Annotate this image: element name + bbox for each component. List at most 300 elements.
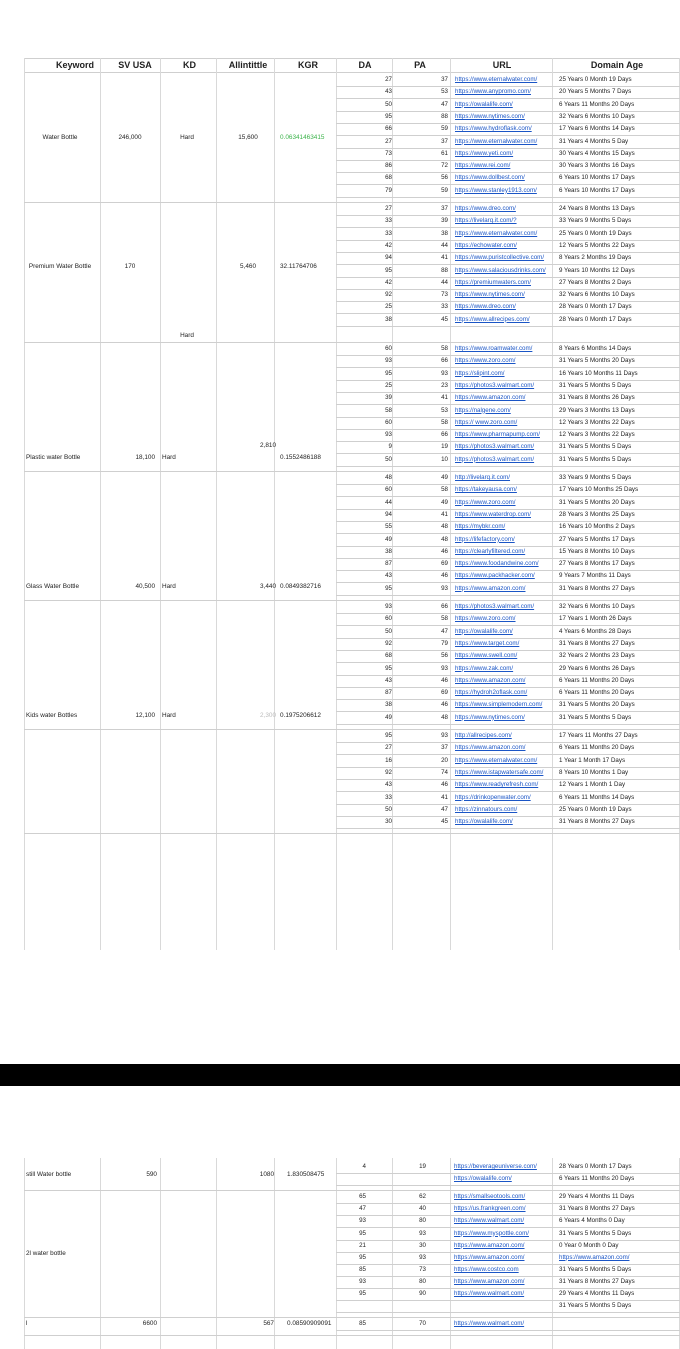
row-divider [336,754,680,755]
row-divider [336,429,680,430]
pa-value: 66 [441,431,448,439]
allintitle-cell: 1080 [259,1171,274,1179]
row-divider [336,367,680,368]
row-divider [24,1317,680,1318]
domain-age-value: 20 Years 5 Months 7 Days [559,88,632,96]
da-value: 43 [385,88,392,96]
url-link[interactable]: https://www.eternalwater.com/ [455,76,538,83]
da-value: 47 [359,1205,366,1213]
url-link[interactable]: https://www.amazon.com/ [454,1241,525,1249]
sv-cell: 40,500 [135,583,155,590]
url-link[interactable]: https://www.zak.com/ [455,664,514,672]
column-divider [24,58,25,950]
pa-value: 93 [419,1229,426,1237]
domain-age-value: 28 Years 0 Month 17 Days [559,315,632,323]
da-value: 33 [385,793,392,801]
url-link[interactable]: https://photos3.walmart.com/ [455,455,535,463]
domain-age-value: 31 Years 8 Months 27 Days [559,1205,635,1213]
url-link[interactable]: https://www.waterdrop.com/ [455,510,531,518]
row-divider [336,184,680,185]
da-value: 95 [359,1253,366,1261]
url-link[interactable]: https://www.yeti.com/ [455,149,514,157]
pa-value: 48 [441,713,448,721]
da-value: 38 [385,315,392,323]
allintitle-cell: 2,300 [260,712,276,719]
row-divider [336,380,680,381]
pa-value: 53 [441,406,448,414]
row-divider [24,1190,680,1191]
kgr-cell: 0.08590909091 [287,1320,332,1328]
url-link[interactable]: https://echowater.com/ [455,241,517,249]
da-value: 27 [385,744,392,752]
pa-value: 70 [419,1320,426,1328]
url-link[interactable]: https://drinkopenwater.com/ [455,793,531,801]
url-link[interactable]: https://livelarq.it.com/? [455,217,517,225]
domain-age-value: 15 Years 8 Months 10 Days [559,547,635,555]
url-link[interactable]: https://www.eternalwater.com/ [455,229,538,237]
row-divider [24,58,680,59]
url-link[interactable]: https://www.walmart.com/ [454,1217,525,1225]
da-value: 92 [385,639,392,647]
row-divider [336,791,680,792]
url-link[interactable]: https://www.amazon.com/ [454,1277,525,1285]
row-divider [336,1203,680,1204]
row-divider [336,804,680,805]
domain-age-value: 6 Years 11 Months 20 Days [559,676,635,684]
url-link[interactable]: https://smallseotools.com/ [454,1193,526,1201]
url-link[interactable]: http://allrecipes.com/ [455,732,512,739]
url-link[interactable]: https://photos3.walmart.com/ [455,443,535,451]
domain-age-value: 30 Years 4 Months 15 Days [559,149,635,157]
domain-age-value: 6 Years 11 Months 20 Days [559,744,635,752]
url-link[interactable]: https://www.zoro.com/ [455,615,516,623]
url-link[interactable]: https://www.rei.com/ [455,162,511,170]
keyword-cell: Plastic water Bottle [26,454,81,461]
keyword-cell: Kids water Bottles [26,712,78,719]
allintitle-cell: 3,440 [260,583,276,590]
url-link[interactable]: https://premiumwaters.com/ [455,278,531,286]
url-link[interactable]: https://www.roamwater.com/ [455,345,533,352]
domain-age-value: 6 Years 10 Months 17 Days [559,174,635,182]
row-divider [336,98,680,99]
column-divider [100,58,101,950]
row-divider [336,135,680,136]
row-divider [24,833,680,834]
pa-value: 37 [441,137,448,145]
domain-age-value: 12 Years 3 Months 22 Days [559,431,635,439]
da-value: 85 [359,1265,366,1273]
url-link[interactable]: https://www.amazon.com/ [455,676,526,684]
sv-cell: 18,100 [135,454,155,461]
da-value: 93 [385,357,392,365]
da-value: 50 [385,627,392,635]
kd-cell: Hard [162,712,176,719]
da-value: 93 [359,1277,366,1285]
domain-age-value: 6 Years 4 Months 0 Day [559,1217,625,1225]
keyword-cell: still Water bottle [26,1171,72,1179]
domain-age-value: 28 Years 0 Month 17 Days [559,303,632,311]
pa-value: 69 [441,560,448,568]
url-link[interactable]: https://takeyausa.com/ [455,486,517,494]
row-divider [336,742,680,743]
pa-value: 79 [441,639,448,647]
url-link[interactable]: https://photos3.walmart.com/ [455,381,535,389]
pa-value: 59 [441,186,448,194]
da-value: 43 [385,572,392,580]
da-value: 87 [385,689,392,697]
row-divider [24,1335,680,1336]
url-link[interactable]: https://www.nytimes.com/ [455,713,525,721]
pa-value: 41 [441,394,448,402]
da-value: 9 [388,443,392,451]
domain-age-value: 31 Years 8 Months 27 Days [559,818,635,826]
url-link[interactable]: https://www.istapwatersafe.com/ [455,768,544,776]
domain-age-value: 31 Years 8 Months 27 Days [559,639,635,647]
row-divider [336,1312,680,1313]
row-divider [336,521,680,522]
header-da: DA [358,60,372,70]
kgr-cell: 0.06341463415 [280,133,325,141]
da-value: 60 [385,345,392,352]
row-divider [24,72,680,73]
row-divider [336,227,680,228]
pa-value: 46 [441,572,448,580]
row-divider [24,342,680,343]
da-value: 4 [362,1163,366,1170]
domain-age-value: 16 Years 10 Months 2 Days [559,523,635,531]
url-link[interactable]: https://www.nytimes.com/ [455,112,525,120]
url-link[interactable]: https://www.amazon.com/ [455,584,526,592]
da-value: 33 [385,217,392,225]
url-link[interactable]: https://www.walmart.com/ [454,1290,525,1297]
url-link[interactable]: https://www.puristcollective.com/ [455,254,545,262]
domain-age-value: 32 Years 6 Months 10 Days [559,112,635,120]
pa-value: 37 [441,76,448,83]
url-link[interactable]: https://www.anypromo.com/ [455,88,531,96]
pa-value: 47 [441,100,448,108]
row-divider [336,252,680,253]
url-link[interactable]: https://www.amazon.com/ [454,1253,525,1261]
kd-cell: Hard [162,583,176,590]
pa-value: 58 [441,615,448,623]
pa-value: 93 [419,1253,426,1261]
domain-age-value: 31 Years 4 Months 5 Day [559,137,629,145]
row-divider [336,533,680,534]
da-value: 25 [385,303,392,311]
keyword-cell: Glass Water Bottle [26,583,80,590]
pa-value: 93 [441,664,448,672]
header-allintitle: Allintittle [228,60,268,70]
da-value: 38 [385,701,392,709]
pa-value: 59 [441,125,448,133]
domain-age-value: 0 Year 0 Month 0 Day [559,1241,619,1249]
da-value: 93 [359,1217,366,1225]
pa-value: 66 [441,603,448,610]
domain-age-value: 28 Years 3 Months 25 Days [559,510,635,518]
sv-cell: 12,100 [135,712,155,719]
da-value: 92 [385,768,392,776]
da-value: 65 [359,1193,366,1201]
header-kgr: KGR [298,60,318,70]
da-value: 60 [385,418,392,426]
da-value: 60 [385,486,392,494]
domain-age-value: 17 Years 6 Months 14 Days [559,125,635,133]
url-link[interactable]: https:// www.zoro.com/ [455,418,518,426]
row-divider [336,595,680,596]
row-divider [336,277,680,278]
url-link[interactable]: https://clearlyfiltered.com/ [455,547,526,555]
row-divider [336,509,680,510]
domain-age-value: 6 Years 11 Months 20 Days [559,689,635,697]
url-link[interactable]: https://beverageuniverse.com/ [454,1163,537,1170]
url-link[interactable]: https://owalalife.com/ [455,818,513,826]
domain-age-value: 25 Years 0 Month 19 Days [559,805,632,813]
header-sv-usa: SV USA [118,60,152,70]
allintitle-cell: 2,810 [260,442,276,449]
da-value: 48 [385,474,392,481]
row-divider [336,1300,680,1301]
header-pa: PA [414,60,426,70]
row-divider [336,724,680,725]
url-link[interactable]: https://www.zoro.com/ [455,498,516,506]
header-keyword: Keyword [55,60,94,70]
da-value: 60 [385,615,392,623]
da-value: 50 [385,455,392,463]
url-link[interactable]: https://photos3.walmart.com/ [455,603,535,610]
row-divider [336,816,680,817]
pa-value: 61 [441,149,448,157]
row-divider [336,1173,680,1174]
row-divider [336,355,680,356]
domain-age-value: 28 Years 0 Month 17 Days [559,1163,632,1170]
domain-age-value: 33 Years 9 Months 5 Days [559,217,632,225]
row-divider [336,1185,680,1186]
url-link[interactable]: https://www.eternalwater.com/ [455,137,538,145]
url-link[interactable]: https://www.pharmapump.com/ [455,431,540,439]
da-value: 50 [385,805,392,813]
url-link[interactable]: https://www.costco.com [454,1265,519,1273]
pa-value: 90 [419,1290,426,1297]
da-value: 33 [385,229,392,237]
column-divider [216,1158,217,1349]
domain-age-value: 31 Years 5 Months 5 Days [559,1229,632,1237]
da-value: 68 [385,174,392,182]
row-divider [336,1252,680,1253]
da-value: 55 [385,523,392,531]
pa-value: 72 [441,162,448,170]
url-link[interactable]: https://www.foodandwine.com/ [455,560,539,568]
url-link[interactable]: https://owalalife.com/ [455,100,513,108]
sv-cell: 246,000 [118,133,142,141]
da-value: 30 [385,818,392,826]
domain-age-value: 12 Years 5 Months 22 Days [559,241,635,249]
da-value: 27 [385,137,392,145]
url-link[interactable]: https://www.swell.com/ [455,652,518,660]
row-divider [336,687,680,688]
url-link[interactable]: https://www.myspottle.com/ [454,1229,529,1237]
domain-age-value: https://www.amazon.com/ [559,1253,630,1261]
url-link[interactable]: https://hydroh2oflask.com/ [455,689,528,697]
domain-age-value: 17 Years 11 Months 27 Days [559,732,638,739]
allintitle-cell: 15,600 [238,133,258,141]
url-link[interactable]: https://www.zoro.com/ [455,357,516,365]
da-value: 27 [385,76,392,83]
da-value: 42 [385,241,392,249]
da-value: 25 [385,381,392,389]
da-value: 66 [385,125,392,133]
url-link[interactable]: https://www.walmart.com/ [454,1320,525,1328]
row-divider [336,675,680,676]
domain-age-value: 12 Years 1 Month 1 Day [559,781,626,789]
domain-age-value: 31 Years 8 Months 26 Days [559,394,635,402]
domain-age-value: 29 Years 4 Months 11 Days [559,1290,635,1297]
row-divider [336,711,680,712]
pa-value: 46 [441,781,448,789]
da-value: 21 [359,1241,366,1249]
url-link[interactable]: https://slipint.com/ [455,369,505,377]
domain-age-value: 31 Years 8 Months 27 Days [559,1277,635,1285]
pa-value: 44 [441,278,448,286]
sv-cell: 590 [146,1171,157,1179]
pa-value: 46 [441,676,448,684]
da-value: 79 [385,186,392,194]
domain-age-value: 29 Years 3 Months 13 Days [559,406,635,414]
kgr-cell: 32.11764706 [280,262,317,270]
column-divider [160,58,161,950]
url-link[interactable]: https://www.packhacker.com/ [455,572,535,580]
da-value: 43 [385,781,392,789]
pa-value: 74 [441,768,448,776]
url-link[interactable]: https://owalalife.com/ [454,1175,512,1183]
url-link[interactable]: https://www.dreo.com/ [455,303,516,311]
row-divider [336,86,680,87]
url-link[interactable]: https://www.readyrefresh.com/ [455,781,539,789]
row-divider [336,1264,680,1265]
url-link[interactable]: https://www.simplemodern.com/ [455,701,543,709]
da-value: 95 [359,1290,366,1297]
sv-cell: 170 [124,262,136,270]
row-divider [336,582,680,583]
domain-age-value: 4 Years 6 Months 28 Days [559,627,632,635]
domain-age-value: 31 Years 5 Months 5 Days [559,443,632,451]
url-link[interactable]: https://www.nytimes.com/ [455,291,525,299]
pa-value: 37 [441,744,448,752]
pa-value: 69 [441,689,448,697]
pa-value: 19 [419,1163,426,1170]
url-link[interactable]: https://lifefactory.com/ [455,535,515,543]
row-divider [336,264,680,265]
kgr-cell: 1.830508475 [287,1171,325,1179]
url-link[interactable]: https://www.eternalwater.com/ [455,756,538,764]
da-value: 85 [359,1320,366,1328]
da-value: 92 [385,291,392,299]
row-divider [336,215,680,216]
url-link[interactable]: https://www.salaciousdrinks.com/ [455,266,546,274]
row-divider [336,1330,680,1331]
pa-value: 41 [441,510,448,518]
row-divider [24,202,680,203]
column-divider [24,1158,25,1349]
row-divider [336,828,680,829]
row-divider [336,417,680,418]
domain-age-value: 32 Years 6 Months 10 Days [559,603,635,610]
url-link[interactable]: https://www.amazon.com/ [455,394,526,402]
domain-age-value: 31 Years 5 Months 20 Days [559,498,635,506]
row-divider [336,313,680,314]
pa-value: 62 [419,1193,426,1201]
row-divider [336,1215,680,1216]
pa-value: 73 [419,1265,426,1273]
pa-value: 46 [441,701,448,709]
column-divider [450,1158,451,1349]
pa-value: 49 [441,474,448,481]
row-divider [336,160,680,161]
url-link[interactable]: https://owalalife.com/ [455,627,513,635]
pa-value: 58 [441,345,448,352]
da-value: 39 [385,394,392,402]
domain-age-value: 31 Years 5 Months 5 Days [559,455,632,463]
da-value: 94 [385,510,392,518]
url-link[interactable]: https://www.hydroflask.com/ [455,125,532,133]
kgr-cell: 0.1552486188 [280,454,321,461]
url-link[interactable]: https://mybkr.com/ [455,523,506,531]
domain-age-value: 9 Years 7 Months 11 Days [559,572,631,580]
domain-age-value: 31 Years 5 Months 5 Days [559,713,632,721]
url-link[interactable]: https://www.dollbest.com/ [455,174,525,182]
column-divider [160,1158,161,1349]
row-divider [336,289,680,290]
url-link[interactable]: http://livelarq.it.com/ [455,474,511,481]
url-link[interactable]: https://nalgene.com/ [455,406,511,414]
pa-value: 46 [441,547,448,555]
row-divider [336,662,680,663]
row-divider [336,326,680,327]
da-value: 43 [385,676,392,684]
domain-age-value: 30 Years 3 Months 16 Days [559,162,635,170]
domain-age-value: 31 Years 5 Months 5 Days [559,1265,632,1273]
url-link[interactable]: https://www.allrecipes.com/ [455,315,530,323]
pa-value: 44 [441,241,448,249]
url-link[interactable]: https://www.amazon.com/ [455,744,526,752]
row-divider [24,600,680,601]
pa-value: 93 [441,732,448,739]
domain-age-value: 29 Years 6 Months 26 Days [559,664,635,672]
pa-value: 20 [441,756,448,764]
row-divider [24,471,680,472]
row-divider [336,197,680,198]
pa-value: 88 [441,266,448,274]
header-domain-age: Domain Age [590,60,644,70]
row-divider [336,1227,680,1228]
url-link[interactable]: https://www.dreo.com/ [455,205,516,212]
pa-value: 40 [419,1205,426,1213]
pa-value: 10 [441,455,448,463]
row-divider [336,699,680,700]
url-link[interactable]: https://zinnatours.com/ [455,805,518,813]
pa-value: 30 [419,1241,426,1249]
column-divider [100,1158,101,1349]
pa-value: 49 [441,498,448,506]
url-link[interactable]: https://www.target.com/ [455,639,520,647]
url-link[interactable]: https://us.frankgreen.com/ [454,1205,526,1213]
url-link[interactable]: https://www.stanley1913.com/ [455,186,537,194]
pa-value: 66 [441,357,448,365]
row-divider [336,1240,680,1241]
pa-value: 80 [419,1217,426,1225]
da-value: 49 [385,535,392,543]
domain-age-value: 8 Years 2 Months 19 Days [559,254,632,262]
domain-age-value: 16 Years 10 Months 11 Days [559,369,638,377]
